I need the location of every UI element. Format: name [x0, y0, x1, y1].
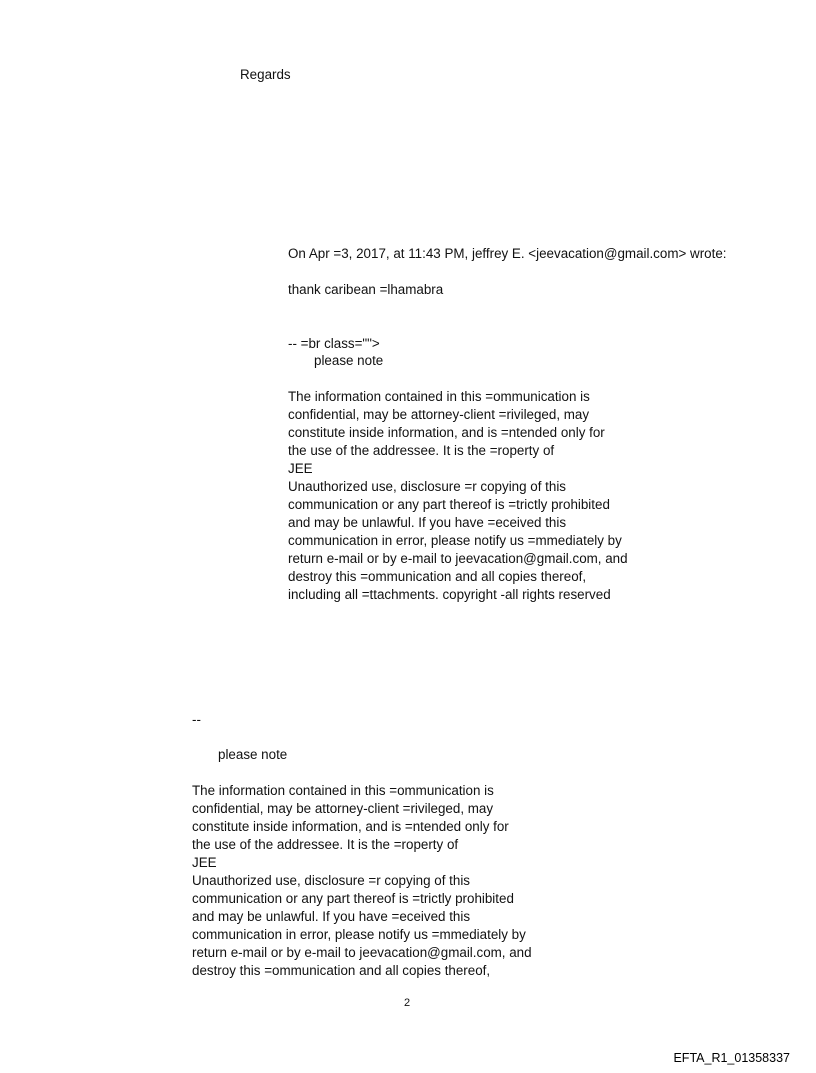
signature-please-note: please note: [218, 747, 288, 762]
disclaimer-line: return e-mail or by e-mail to jeevacation@gmail.com, and: [288, 551, 628, 566]
regards-text: Regards: [240, 67, 291, 82]
disclaimer-line: Unauthorized use, disclosure =r copying of this: [192, 873, 471, 888]
disclaimer-line: communication or any part thereof is =trictly prohibited: [288, 497, 610, 512]
quoted-body: thank caribean =lhamabra: [288, 282, 444, 297]
quoted-header: On Apr =3, 2017, at 11:43 PM, jeffrey E. <jeevacation@gmail.com> wrote:: [288, 246, 727, 261]
disclaimer-line: JEE: [192, 855, 217, 870]
disclaimer-line: communication in error, please notify us =mmediately by: [288, 533, 622, 548]
page-number: 2: [404, 997, 411, 1009]
disclaimer-line: confidential, may be attorney-client =rivileged, may: [288, 407, 590, 422]
disclaimer-line: destroy this =ommunication and all copies thereof,: [288, 569, 587, 584]
disclaimer-line: including all =ttachments. copyright -all rights reserved: [288, 587, 611, 602]
disclaimer-line: confidential, may be attorney-client =rivileged, may: [192, 801, 494, 816]
quoted-signature-separator: -- =br class="">: [288, 336, 380, 351]
disclaimer-line: the use of the addressee. It is the =roperty of: [288, 443, 555, 458]
disclaimer-line: constitute inside information, and is =ntended only for: [192, 819, 509, 834]
quoted-disclaimer: [288, 388, 628, 604]
disclaimer-line: return e-mail or by e-mail to jeevacation@gmail.com, and: [192, 945, 532, 960]
disclaimer-line: the use of the addressee. It is the =roperty of: [192, 837, 459, 852]
disclaimer-line: and may be unlawful. If you have =eceived this: [192, 909, 471, 924]
disclaimer-line: communication or any part thereof is =trictly prohibited: [192, 891, 514, 906]
disclaimer-line: The information contained in this =ommunication is: [288, 389, 590, 404]
disclaimer-line: JEE: [288, 461, 313, 476]
disclaimer-line: The information contained in this =ommunication is: [192, 783, 494, 798]
disclaimer-line: constitute inside information, and is =ntended only for: [288, 425, 605, 440]
disclaimer-line: communication in error, please notify us =mmediately by: [192, 927, 526, 942]
disclaimer-line: destroy this =ommunication and all copies thereof,: [192, 963, 491, 978]
disclaimer-line: Unauthorized use, disclosure =r copying of this: [288, 479, 567, 494]
signature-separator: --: [192, 712, 201, 727]
document-id: EFTA_R1_01358337: [673, 1051, 790, 1065]
quoted-please-note: please note: [314, 353, 384, 368]
signature-disclaimer: [192, 782, 532, 980]
disclaimer-line: and may be unlawful. If you have =eceived this: [288, 515, 567, 530]
